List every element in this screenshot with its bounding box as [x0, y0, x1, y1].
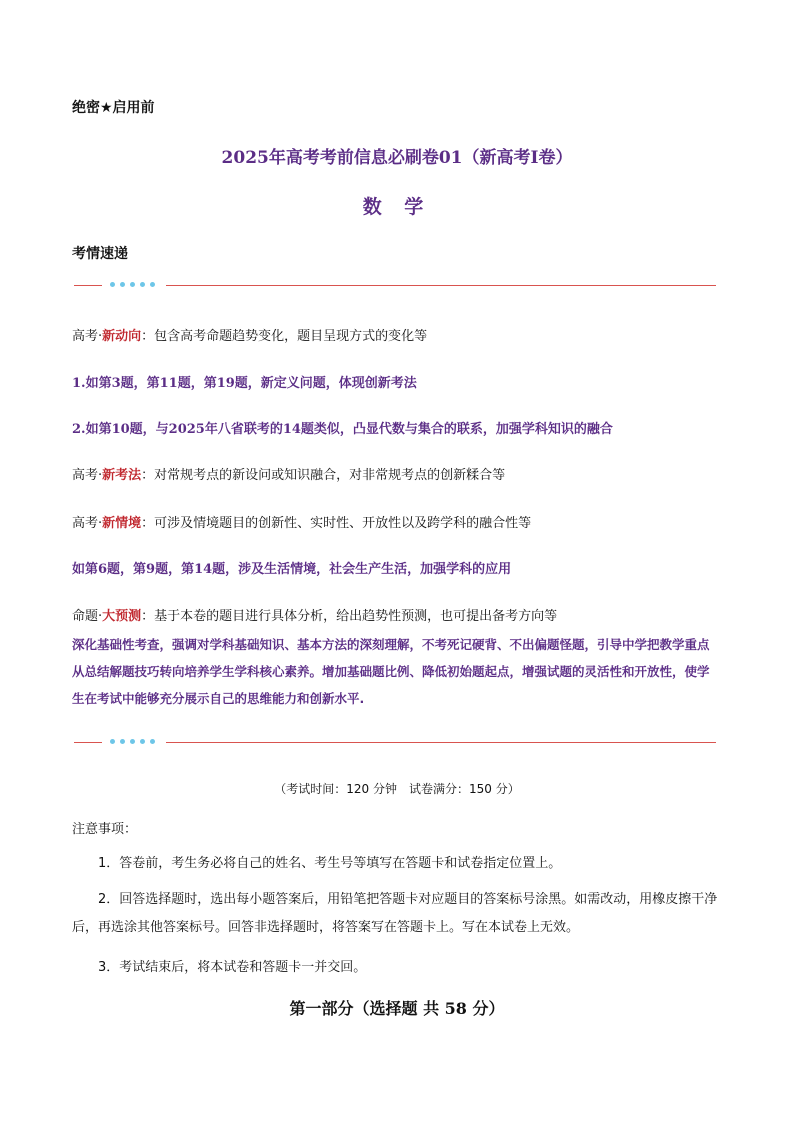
new-context-tag: 新情境 — [102, 516, 142, 531]
forecast-paragraph: 深化基础性考查，强调对学科基础知识、基本方法的深刻理解，不考死记硬背、不出偏题怪题，引导中学把教学重点从总结解题技巧转向培养学生学科核心素养。增加基础题比例、降低初始题起点，增强试题的灵活性和开放性，使学生在考试中能够充分展示自己的思维能力和创新水平. — [72, 637, 710, 706]
confidential-label: 绝密★启用前 — [72, 100, 155, 116]
notes-heading: 注意事项： — [72, 822, 138, 837]
forecast-text: ：基于本卷的题目进行具体分析，给出趋势性预测，也可提出备考方向等 — [141, 609, 558, 624]
new-direction-tag: 新动向 — [102, 329, 142, 344]
note-3: 3．考试结束后，将本试卷和答题卡一并交回。 — [98, 960, 367, 975]
new-direction-prefix: 高考· — [72, 329, 103, 344]
point-3: 如第6题，第9题，第14题，涉及生活情境，社会生产生活，加强学科的应用 — [72, 562, 512, 577]
subject-title: 数 学 — [362, 196, 432, 218]
decorative-divider-top — [74, 280, 716, 292]
new-direction-text: ：包含高考命题趋势变化，题目呈现方式的变化等 — [141, 329, 428, 344]
forecast-tag: 大预测 — [102, 609, 142, 624]
point-1: 1.如第3题，第11题，第19题，新定义问题，体现创新考法 — [72, 376, 417, 391]
new-method-line — [72, 464, 505, 483]
note-1: 1．答卷前，考生务必将自己的姓名、考生号等填写在答题卡和试卷指定位置上。 — [98, 856, 562, 871]
exam-info: （考试时间：120 分钟 试卷满分：150 分） — [274, 782, 520, 796]
new-context-text: ：可涉及情境题目的创新性、实时性、开放性以及跨学科的融合性等 — [141, 516, 532, 531]
new-context-prefix: 高考· — [72, 516, 103, 531]
decorative-divider-bottom — [74, 737, 716, 749]
new-method-text: ：对常规考点的新设问或知识融合，对非常规考点的创新糅合等 — [141, 468, 506, 483]
new-method-prefix: 高考· — [72, 468, 103, 483]
part-one-title: 第一部分（选择题 共 58 分） — [289, 999, 505, 1018]
new-direction-line — [72, 325, 427, 344]
exam-title: 2025年高考考前信息必刷卷01（新高考Ⅰ卷） — [221, 148, 573, 168]
forecast-line — [72, 605, 557, 624]
note-2: 2．回答选择题时，选出每小题答案后，用铅笔把答题卡对应题目的答案标号涂黑。如需改动，用橡皮擦干净后，再选涂其他答案标号。回答非选择题时，将答案写在答题卡上。写在本试卷上无效。 — [72, 892, 718, 935]
point-2: 2.如第10题，与2025年八省联考的14题类似，凸显代数与集合的联系，加强学科知识的融合 — [72, 422, 613, 437]
section-heading: 考情速递 — [72, 246, 128, 262]
new-method-tag: 新考法 — [102, 468, 142, 483]
new-context-line — [72, 512, 531, 531]
forecast-prefix: 命题· — [72, 609, 103, 624]
